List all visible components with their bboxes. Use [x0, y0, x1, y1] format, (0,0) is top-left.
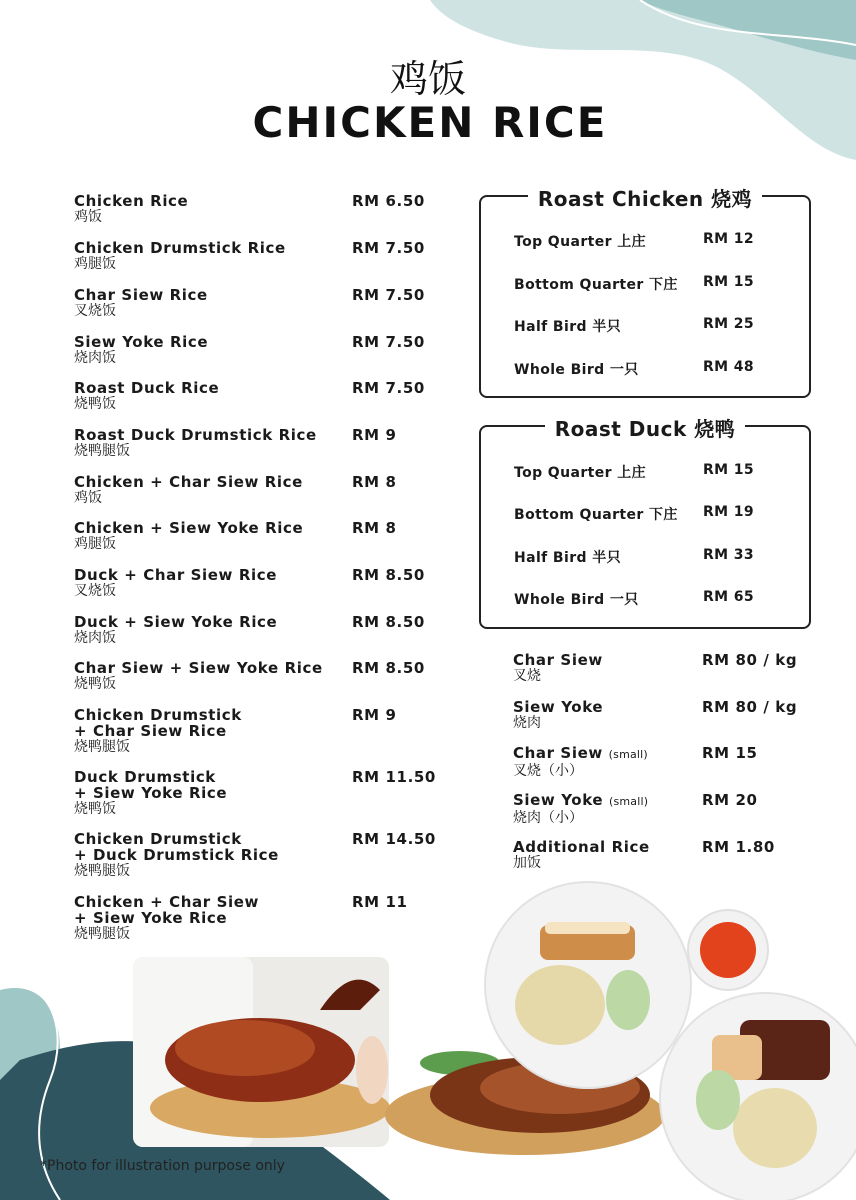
item-price: RM 7.50 [352, 333, 425, 351]
row-price: RM 33 [703, 547, 755, 563]
row-price: RM 65 [703, 589, 755, 605]
item-name-line2: + Siew Yoke Rice [74, 909, 228, 927]
extra-name-text: Char Siew [513, 651, 603, 669]
item-price: RM 11.50 [352, 768, 436, 786]
menu-item [74, 380, 454, 412]
row-price: RM 19 [703, 504, 755, 520]
item-name-cn: 鸡腿饭 [74, 536, 116, 552]
extra-name-text: Siew Yoke [513, 791, 604, 809]
menu-item [74, 567, 454, 599]
row-price: RM 48 [703, 359, 755, 375]
extra-name-cn: 叉烧 [513, 668, 541, 684]
item-name: Chicken Drumstick [74, 706, 242, 724]
item-name-line2: + Siew Yoke Rice [74, 784, 228, 802]
item-price: RM 7.50 [352, 286, 425, 304]
item-name-cn: 鸡腿饭 [74, 256, 116, 272]
extra-price: RM 20 [702, 791, 758, 809]
extra-price: RM 1.80 [702, 838, 775, 856]
item-price: RM 11 [352, 893, 408, 911]
item-price: RM 9 [352, 426, 397, 444]
row-label: Half Bird 半只 [514, 319, 621, 335]
item-name: Duck + Siew Yoke Rice [74, 613, 278, 631]
item-price: RM 6.50 [352, 192, 425, 210]
menu-item [74, 240, 454, 272]
extra-price: RM 80 / kg [702, 698, 798, 716]
item-name: Chicken + Siew Yoke Rice [74, 519, 304, 537]
item-name: Duck + Char Siew Rice [74, 566, 277, 584]
extra-price: RM 80 / kg [702, 651, 798, 669]
title-english: CHICKEN RICE [252, 98, 608, 147]
item-name-cn: 鸡饭 [74, 209, 102, 225]
item-name-cn: 烧鸭饭 [74, 676, 116, 692]
item-price: RM 14.50 [352, 830, 436, 848]
row-label: Top Quarter 上庄 [514, 234, 646, 250]
item-name: Chicken + Char Siew Rice [74, 473, 303, 491]
extra-item [513, 699, 813, 731]
item-name-cn: 烧鸭饭 [74, 396, 116, 412]
roast-duck-title-text: Roast Duck 烧鸭 [545, 417, 746, 441]
row-price: RM 25 [703, 316, 755, 332]
item-name-cn: 鸡饭 [74, 490, 102, 506]
extra-name-cn: 烧肉 [513, 715, 541, 731]
extra-name-text: Additional Rice [513, 838, 650, 856]
row-label: Whole Bird 一只 [514, 592, 639, 608]
menu-item [74, 193, 454, 225]
extra-item [513, 652, 813, 684]
bottom-left-blob-dark [0, 1041, 390, 1200]
item-name-cn: 烧鸭腿饭 [74, 863, 130, 879]
item-name: Char Siew Rice [74, 286, 208, 304]
extra-price: RM 15 [702, 744, 758, 762]
roast-duck-box [479, 417, 811, 629]
roast-chicken-title [481, 183, 809, 212]
title-chinese: 鸡饭 [389, 57, 466, 101]
extra-name-text: Siew Yoke [513, 698, 604, 716]
item-name-line2: + Char Siew Rice [74, 722, 227, 740]
item-name-cn: 烧鸭腿饭 [74, 926, 130, 942]
extra-item [513, 745, 813, 779]
item-name-cn: 烧鸭饭 [74, 801, 116, 817]
extra-name-cn: 烧肉（小） [513, 810, 583, 826]
roast-duck-title [481, 413, 809, 442]
roast-chicken-box [479, 187, 811, 398]
item-name: Chicken Drumstick Rice [74, 239, 286, 257]
item-name: Chicken Drumstick [74, 830, 242, 848]
item-name: Roast Duck Drumstick Rice [74, 426, 317, 444]
row-label: Half Bird 半只 [514, 550, 621, 566]
item-price: RM 9 [352, 706, 397, 724]
menu-item [74, 287, 454, 319]
row-label: Bottom Quarter 下庄 [514, 507, 678, 523]
extra-note: (small) [608, 748, 648, 761]
menu-item [74, 334, 454, 366]
row-label: Bottom Quarter 下庄 [514, 277, 678, 293]
item-name: Duck Drumstick [74, 768, 216, 786]
extra-name [513, 745, 813, 763]
extra-name [513, 792, 813, 810]
extra-name-text: Char Siew [513, 744, 603, 762]
extra-item [513, 839, 813, 871]
menu-item [74, 707, 454, 755]
item-name: Char Siew + Siew Yoke Rice [74, 659, 323, 677]
item-name-cn: 烧肉饭 [74, 350, 116, 366]
row-label: Top Quarter 上庄 [514, 465, 646, 481]
row-price: RM 15 [703, 274, 755, 290]
item-price: RM 8.50 [352, 659, 425, 677]
item-price: RM 7.50 [352, 379, 425, 397]
item-name-cn: 烧鸭腿饭 [74, 739, 130, 755]
item-price: RM 8 [352, 519, 397, 537]
item-name-cn: 叉烧饭 [74, 303, 116, 319]
photo-disclaimer: *Photo for illustration purpose only [40, 1158, 285, 1174]
item-price: RM 8 [352, 473, 397, 491]
menu-item [74, 474, 454, 506]
menu-item [74, 831, 454, 879]
item-name: Chicken + Char Siew [74, 893, 259, 911]
menu-item [74, 427, 454, 459]
menu-item [74, 769, 454, 817]
item-price: RM 7.50 [352, 239, 425, 257]
menu-item [74, 614, 454, 646]
menu-item [74, 660, 454, 692]
item-name-cn: 烧鸭腿饭 [74, 443, 130, 459]
item-name-cn: 烧肉饭 [74, 630, 116, 646]
item-price: RM 8.50 [352, 566, 425, 584]
menu-item [74, 520, 454, 552]
extra-name-cn: 叉烧（小） [513, 763, 583, 779]
item-price: RM 8.50 [352, 613, 425, 631]
extra-note: (small) [608, 795, 649, 808]
item-name: Roast Duck Rice [74, 379, 220, 397]
row-price: RM 12 [703, 231, 755, 247]
extra-item [513, 792, 813, 826]
item-name-line2: + Duck Drumstick Rice [74, 846, 279, 864]
row-price: RM 15 [703, 462, 755, 478]
extra-name-cn: 加饭 [513, 855, 541, 871]
item-name: Chicken Rice [74, 192, 189, 210]
roast-chicken-title-text: Roast Chicken 烧鸡 [528, 187, 762, 211]
menu-item [74, 894, 454, 942]
item-name: Siew Yoke Rice [74, 333, 209, 351]
row-label: Whole Bird 一只 [514, 362, 639, 378]
item-name-cn: 叉烧饭 [74, 583, 116, 599]
